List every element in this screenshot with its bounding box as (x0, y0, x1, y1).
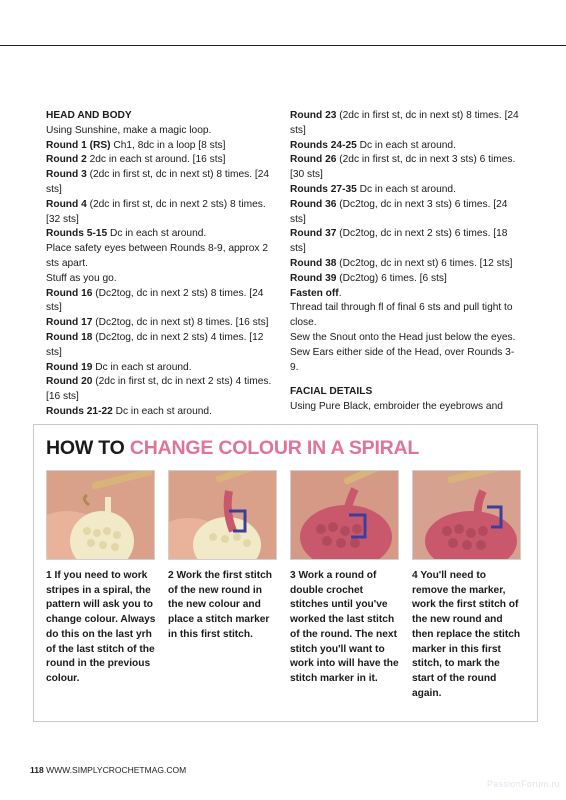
section-heading: FACIAL DETAILS (290, 386, 373, 398)
pattern-line: Rounds 5-15 Dc in each st around. (46, 228, 207, 240)
pattern-line: Round 38 (Dc2tog, dc in next st) 6 times. [12 sts] (290, 257, 513, 269)
page-footer (30, 765, 186, 775)
step-1-text: 1 If you need to work stripes in a spiral, the pattern will ask you to change colour. Always do this on the last yrh of the last stitch of the round in the previous colour. (46, 570, 156, 684)
pattern-line: Stuff as you go. (46, 272, 117, 284)
step-3-photo (290, 470, 399, 560)
pattern-line: Round 20 (2dc in first st, dc in next 2 sts) 4 times. [16 sts] (46, 376, 272, 403)
howto-panel (33, 424, 538, 722)
pattern-line: Using Pure Black, embroider the eyebrows and (290, 401, 503, 413)
watermark: PassionForum.ru (486, 779, 560, 789)
pattern-line: Round 4 (2dc in first st, dc in next 2 sts) 8 times. [32 sts] (46, 198, 266, 225)
pattern-line: Round 26 (2dc in first st, dc in next 3 sts) 6 times. [30 sts] (290, 154, 516, 181)
pattern-line: Round 36 (Dc2tog, dc in next 3 sts) 6 times. [24 sts] (290, 198, 508, 225)
pattern-line: Round 2 2dc in each st around. [16 sts] (46, 154, 226, 166)
step-1-photo (46, 470, 155, 560)
pattern-line: Rounds 24-25 Dc in each st around. (290, 139, 456, 151)
pattern-line: Rounds 21-22 Dc in each st around. (46, 405, 212, 417)
pattern-line: Thread tail through fl of final 6 sts and pull tight to close. (290, 302, 513, 329)
pattern-line: Round 39 (Dc2tog) 6 times. [6 sts] (290, 272, 447, 284)
pattern-line: Sew Ears either side of the Head, over Rounds 3-9. (290, 346, 515, 373)
step-2-photo (168, 470, 277, 560)
section-heading: HEAD AND BODY (46, 110, 132, 121)
step-4-text: 4 You'll need to remove the marker, work the first stitch of the new round and then replace the stitch marker in this first stitch, to mark the start of the round again. (412, 570, 521, 699)
pattern-line: Round 37 (Dc2tog, dc in next 2 sts) 6 times. [18 sts] (290, 228, 508, 255)
pattern-line: Round 19 Dc in each st around. (46, 361, 192, 373)
site-url: WWW.SIMPLYCROCHETMAG.COM (43, 765, 187, 775)
pattern-column-right (290, 109, 522, 415)
pattern-line: Round 17 (Dc2tog, dc in next st) 8 times. [16 sts] (46, 317, 269, 329)
step-2-text: 2 Work the first stitch of the new round in the new colour and place a stitch marker in this first stitch. (168, 570, 272, 640)
pattern-line: Round 1 (RS) Ch1, 8dc in a loop [8 sts] (46, 139, 226, 151)
howto-title (46, 437, 419, 460)
pattern-column-left (46, 109, 278, 420)
pattern-line: Round 23 (2dc in first st, dc in next st) 8 times. [24 sts] (290, 110, 519, 136)
howto-title-dark: HOW TO (46, 437, 130, 459)
top-rule (0, 45, 566, 46)
pattern-line: Round 18 (Dc2tog, dc in next 2 sts) 4 times. [12 sts] (46, 331, 264, 358)
pattern-line: Round 3 (2dc in first st, dc in next st) 8 times. [24 sts] (46, 169, 270, 195)
pattern-line: Sew the Snout onto the Head just below the eyes. (290, 331, 516, 343)
howto-title-pink: CHANGE COLOUR IN A SPIRAL (129, 437, 420, 459)
pattern-line: Round 16 (Dc2tog, dc in next 2 sts) 8 times. [24 sts] (46, 287, 264, 314)
pattern-line: Fasten off. (290, 287, 342, 299)
step-4-photo (412, 470, 521, 560)
page-number: 118 (30, 765, 44, 775)
paragraph-gap (290, 375, 522, 385)
step-3-text: 3 Work a round of double crochet stitches until you've worked the last stitch of the round. The next stitch you'll want to work into will have the stitch marker in it. (290, 570, 399, 684)
pattern-line: Rounds 27-35 Dc in each st around. (290, 183, 456, 195)
pattern-line: Using Sunshine, make a magic loop. (46, 124, 212, 136)
pattern-line: Place safety eyes between Rounds 8-9, approx 2 sts apart. (46, 243, 268, 269)
